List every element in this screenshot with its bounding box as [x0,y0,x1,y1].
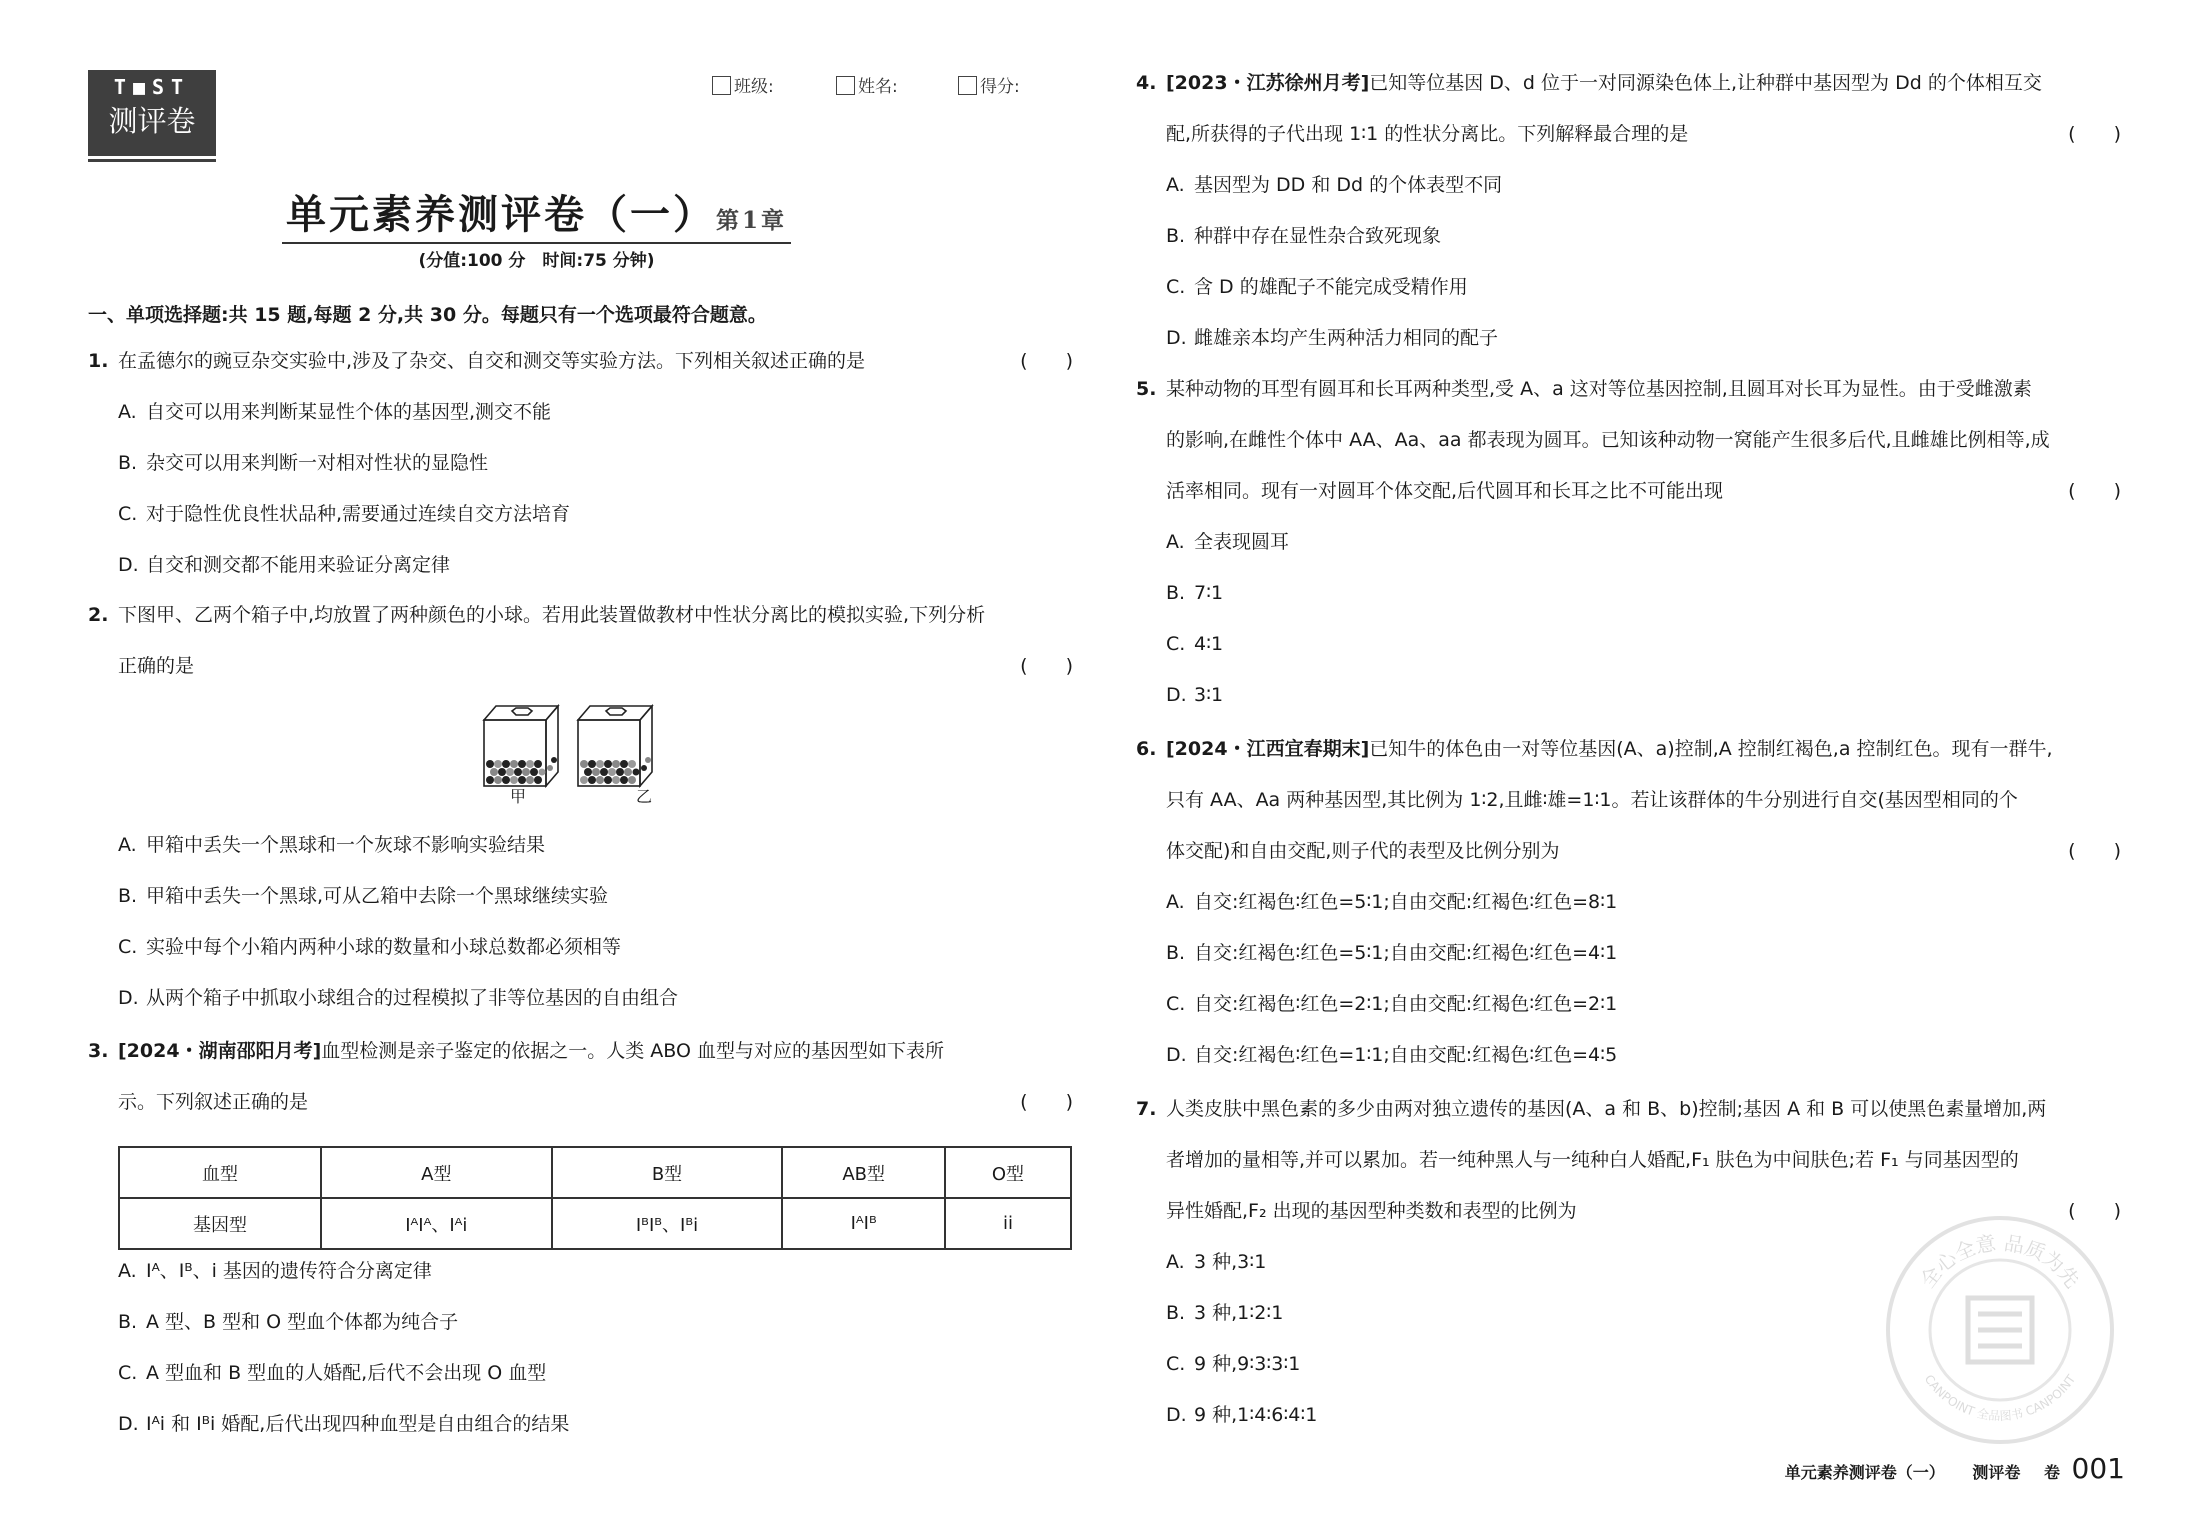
option-d: D. Iᴬi 和 Iᴮi 婚配,后代出现四种血型是自由组合的结果 [118,1413,570,1435]
option-d: D. 雌雄亲本均产生两种活力相同的配子 [1166,327,1499,349]
ball-boxes-figure [480,698,660,808]
option-a: A. 全表现圆耳 [1166,531,1290,553]
question-stem-cont: 正确的是 [118,655,195,677]
page-footer [1785,1452,2125,1485]
question-stem: 某种动物的耳型有圆耳和长耳两种类型,受 A、a 这对等位基因控制,且圆耳对长耳为显性。由于受雌激素 [1166,378,2032,400]
question-number: 7. [1136,1098,1157,1120]
name-field [836,72,898,97]
option-a: A. 3 种,3∶1 [1166,1251,1267,1273]
answer-paren: ( ) [2068,1200,2121,1222]
option-d: D. 3∶1 [1166,684,1224,706]
section-heading: 一、单项选择题:共 15 题,每题 2 分,共 30 分。每题只有一个选项最符合题意。 [88,304,767,326]
class-field [712,72,774,97]
question-stem: 人类皮肤中黑色素的多少由两对独立遗传的基因(A、a 和 B、b)控制;基因 A 和 B 可以使黑色素量增加,两 [1166,1098,2047,1120]
logo-underline [88,159,216,162]
question-number: 1. [88,350,109,372]
question-number: 6. [1136,738,1157,760]
option-a: A. 自交可以用来判断某显性个体的基因型,测交不能 [118,401,552,423]
score-box [958,76,977,95]
footer-mark-2: 卷 [2043,1463,2060,1482]
question-source: [2023・江苏徐州月考] [1166,72,1370,94]
question-stem-cont: 的影响,在雌性个体中 AA、Aa、aa 都表现为圆耳。已知该种动物一窝能产生很多后代,且雌雄比例相等,成 [1166,429,2050,451]
footer-mark: 测评卷 [1972,1463,2021,1482]
option-b: B. 甲箱中丢失一个黑球,可从乙箱中去除一个黑球继续实验 [118,885,609,907]
table-header-cell: AB型 [782,1147,945,1198]
answer-paren: ( ) [2068,840,2121,862]
option-c: C. 含 D 的雄配子不能完成受精作用 [1166,276,1468,298]
table-cell: 基因型 [119,1198,321,1249]
question-stem: 血型检测是亲子鉴定的依据之一。人类 ABO 血型与对应的基因型如下表所 [321,1040,944,1062]
blood-type-table [118,1146,1072,1250]
question-stem-cont: 活率相同。现有一对圆耳个体交配,后代圆耳和长耳之比不可能出现 [1166,480,1724,502]
option-c: C. 实验中每个小箱内两种小球的数量和小球总数都必须相等 [118,936,622,958]
option-c: C. 自交:红褐色∶红色=2∶1;自由交配:红褐色∶红色=2∶1 [1166,993,1618,1015]
score-field [958,72,1020,97]
score-label: 得分: [980,77,1020,97]
stamp-emblem-icon [1968,1298,2032,1362]
question-number: 5. [1136,378,1157,400]
name-box [836,76,855,95]
table-cell: IᴮIᴮ、Iᴮi [552,1198,783,1249]
class-label: 班级: [734,77,774,97]
option-b: B. 3 种,1∶2∶1 [1166,1302,1284,1324]
option-c: C. 9 种,9∶3∶3∶1 [1166,1353,1301,1375]
question-source: [2024・湖南邵阳月考] [118,1040,322,1062]
stamp-brand: CANPOINT 全品图书 CANPOINT [1921,1372,2079,1424]
box-label-yi: 乙 [636,787,653,806]
name-label: 姓名: [858,77,898,97]
table-header-cell: O型 [945,1147,1071,1198]
svg-text:CANPOINT 全品图书 CANPOINT [1922,1372,2079,1424]
option-b: B. A 型、B 型和 O 型血个体都为纯合子 [118,1311,459,1333]
option-b: B. 种群中存在显性杂合致死现象 [1166,225,1442,247]
question-stem: 已知等位基因 D、d 位于一对同源染色体上,让种群中基因型为 Dd 的个体相互交 [1369,72,2042,94]
option-d: D. 自交和测交都不能用来验证分离定律 [118,554,451,576]
option-a: A. 基因型为 DD 和 Dd 的个体表型不同 [1166,174,1503,196]
option-c: C. 对于隐性优良性状品种,需要通过连续自交方法培育 [118,503,571,525]
question-stem: 已知牛的体色由一对等位基因(A、a)控制,A 控制红褐色,a 控制红色。现有一群牛, [1369,738,2053,760]
question-stem-cont: 者增加的量相等,并可以累加。若一纯种黑人与一纯种白人婚配,F₁ 肤色为中间肤色;若 F₁ 与同基因型的 [1166,1149,2019,1171]
option-a: A. 自交:红褐色∶红色=5∶1;自由交配:红褐色∶红色=8∶1 [1166,891,1618,913]
question-1 [88,336,1073,591]
question-stem-cont: 配,所获得的子代出现 1∶1 的性状分离比。下列解释最合理的是 [1166,123,1689,145]
logo-label: 测评卷 [108,104,196,138]
question-number: 2. [88,604,109,626]
question-stem-cont: 异性婚配,F₂ 出现的基因型种类数和表型的比例为 [1166,1200,1577,1222]
question-3-options [88,1246,1073,1450]
watermark-stamp [1880,1210,2120,1450]
option-a: A. Iᴬ、Iᴮ、i 基因的遗传符合分离定律 [118,1260,432,1282]
question-stem-cont: 只有 AA、Aa 两种基因型,其比例为 1∶2,且雌∶雄=1∶1。若让该群体的牛分别进行自交(基因型相同的个 [1166,789,2018,811]
answer-paren: ( ) [1020,655,1073,677]
question-stem: 下图甲、乙两个箱子中,均放置了两种颜色的小球。若用此装置做教材中性状分离比的模拟实验,下列分析 [118,604,986,626]
question-stem-cont: 示。下列叙述正确的是 [118,1091,309,1113]
test-logo [88,70,216,156]
page-title [0,183,1073,240]
question-2 [88,590,1073,692]
table-header-cell: 血型 [119,1147,321,1198]
stamp-text: 全心全意 品质为先 [1915,1230,2085,1293]
question-3 [88,1026,1073,1128]
question-number: 4. [1136,72,1157,94]
table-row [119,1198,1071,1249]
question-2-options [88,820,1073,1024]
option-d: D. 从两个箱子中抓取小球组合的过程模拟了非等位基因的自由组合 [118,987,679,1009]
option-d: D. 9 种,1∶4∶6∶4∶1 [1166,1404,1318,1426]
option-a: A. 甲箱中丢失一个黑球和一个灰球不影响实验结果 [118,834,546,856]
title-main: 单元素养测评卷（一） [285,191,716,238]
question-5 [1136,364,2121,721]
table-cell: IᴬIᴮ [782,1198,945,1249]
question-stem: 在孟德尔的豌豆杂交实验中,涉及了杂交、自交和测交等实验方法。下列相关叙述正确的是 [118,350,866,372]
option-b: B. 7∶1 [1166,582,1224,604]
page-subtitle: (分值:100 分 时间:75 分钟) [418,251,655,271]
page-number: 001 [2071,1452,2125,1485]
answer-paren: ( ) [2068,480,2121,502]
option-c: C. 4∶1 [1166,633,1224,655]
table-header-cell: B型 [552,1147,783,1198]
option-b: B. 杂交可以用来判断一对相对性状的显隐性 [118,452,489,474]
answer-paren: ( ) [2068,123,2121,145]
table-cell: ii [945,1198,1071,1249]
class-box [712,76,731,95]
box-label-jia: 甲 [510,787,527,806]
question-4 [1136,58,2121,364]
answer-paren: ( ) [1020,1091,1073,1113]
question-number: 3. [88,1040,109,1062]
question-6 [1136,724,2121,1081]
option-b: B. 自交:红褐色∶红色=5∶1;自由交配:红褐色∶红色=4∶1 [1166,942,1618,964]
option-c: C. A 型血和 B 型血的人婚配,后代不会出现 O 血型 [118,1362,547,1384]
question-source: [2024・江西宜春期末] [1166,738,1370,760]
table-cell: IᴬIᴬ、Iᴬi [321,1198,552,1249]
footer-title: 单元素养测评卷（一） [1784,1463,1945,1482]
answer-paren: ( ) [1020,350,1073,372]
table-header-cell: A型 [321,1147,552,1198]
option-d: D. 自交:红褐色∶红色=1∶1;自由交配:红褐色∶红色=4∶5 [1166,1044,1618,1066]
question-stem-cont: 体交配)和自由交配,则子代的表型及比例分别为 [1166,840,1560,862]
title-chapter: 第1章 [715,207,787,234]
table-header-row [119,1147,1071,1198]
logo-test-text: T■ST [113,75,191,99]
